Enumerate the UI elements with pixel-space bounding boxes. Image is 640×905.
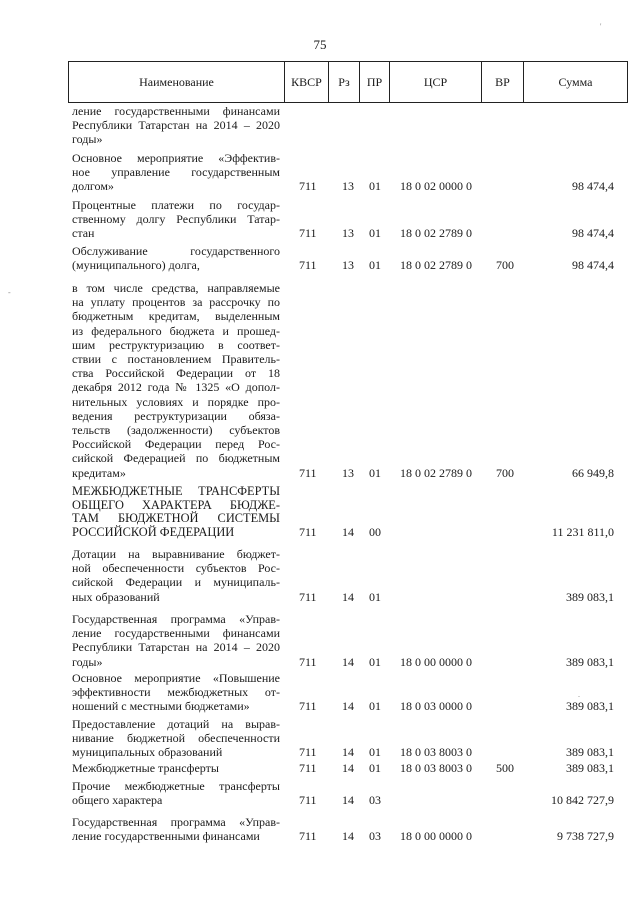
row-name-line: ной обеспеченности субъектов Рос- [72, 561, 280, 576]
row-name-line: Прочие межбюджетные трансферты [72, 779, 280, 793]
row-name-line: Республики Татарстан на 2014 – 2020 [72, 118, 280, 133]
row-name-line: тельств (задолженности) субъектов [72, 423, 280, 438]
row-name-line: в том числе средства, направляемые [72, 281, 280, 295]
row-csr: 18 0 02 2789 0 [400, 258, 472, 273]
row-kvsr: 711 [299, 829, 317, 844]
row-pr: 01 [369, 699, 381, 714]
row-sum: 389 083,1 [566, 654, 614, 669]
row-name [72, 815, 280, 843]
row-kvsr: 711 [299, 654, 317, 669]
row-pr: 01 [369, 589, 381, 604]
row-kvsr: 711 [299, 793, 317, 808]
row-vr: 700 [496, 465, 514, 480]
row-csr: 18 0 02 2789 0 [400, 465, 472, 480]
row-sum: 11 231 811,0 [551, 525, 614, 540]
row-name-line: ление государственными финансами [72, 829, 260, 844]
row-pr: 03 [369, 829, 381, 844]
row-name-line: ственному долгу Республики Татар- [72, 212, 280, 227]
row-name-line: Межбюджетные трансферты [72, 761, 219, 775]
header-vr: ВР [481, 62, 523, 102]
row-kvsr: 711 [299, 745, 317, 760]
row-name-line: годы» [72, 132, 103, 147]
row-name-line: Государственная программа «Управ- [72, 815, 280, 829]
row-kvsr: 711 [299, 258, 317, 273]
row-kvsr: 711 [299, 179, 317, 194]
row-rz: 14 [342, 829, 354, 844]
row-name-line: ление государственными финансами [72, 104, 280, 118]
header-pr: ПР [359, 62, 389, 102]
row-sum: 9 738 727,9 [557, 829, 614, 844]
row-name-line: РОССИЙСКОЙ ФЕДЕРАЦИИ [72, 524, 235, 539]
row-name-line: декабря 2012 года № 1325 «О допол- [72, 380, 280, 395]
row-name-line: ТАМ БЮДЖЕТНОЙ СИСТЕМЫ [72, 511, 280, 526]
row-name [72, 281, 280, 480]
row-sum: 10 842 727,9 [551, 793, 614, 808]
row-name-line: эффективности межбюджетных от- [72, 685, 280, 700]
row-rz: 14 [342, 699, 354, 714]
row-name-line: Обслуживание государственного [72, 244, 280, 258]
row-sum: 66 949,8 [572, 465, 614, 480]
row-name-line: Республики Татарстан на 2014 – 2020 [72, 640, 280, 655]
row-csr: 18 0 03 0000 0 [400, 699, 472, 714]
scan-speck: . [578, 690, 580, 699]
scan-speck: - [8, 288, 11, 297]
row-name-line: ношений с местными бюджетами» [72, 699, 250, 714]
row-sum: 389 083,1 [566, 699, 614, 714]
row-name-line: ведения реструктуризации обяза- [72, 408, 280, 423]
row-pr: 00 [369, 525, 381, 540]
row-vr: 700 [496, 258, 514, 273]
row-kvsr: 711 [299, 699, 317, 714]
row-name-line: ное управление государственным [72, 165, 280, 180]
row-name-line: бюджетным кредитам, выделенным [72, 309, 280, 324]
row-pr: 03 [369, 793, 381, 808]
row-name-line: Российской Федерации перед Рос- [72, 437, 280, 452]
row-csr: 18 0 02 0000 0 [400, 179, 472, 194]
row-name-line: муниципальных образований [72, 745, 223, 760]
row-name [72, 244, 280, 272]
row-sum: 389 083,1 [566, 761, 614, 775]
row-name-line: сийской Федерацией по бюджетным [72, 451, 280, 466]
row-csr: 18 0 03 8003 0 [400, 761, 472, 775]
row-csr: 18 0 00 0000 0 [400, 654, 472, 669]
row-pr: 01 [369, 465, 381, 480]
row-name-line: годы» [72, 654, 103, 669]
row-rz: 13 [342, 258, 354, 273]
scan-speck: ' [600, 22, 602, 31]
row-name-line: кредитам» [72, 465, 126, 480]
row-vr: 500 [496, 761, 514, 775]
row-name-line: нивание бюджетной обеспеченности [72, 731, 280, 746]
row-rz: 13 [342, 465, 354, 480]
row-name-line: из федерального бюджета и прошед- [72, 323, 280, 338]
row-name [72, 612, 280, 669]
row-name-line: Государственная программа «Управ- [72, 612, 280, 626]
row-pr: 01 [369, 258, 381, 273]
row-pr: 01 [369, 761, 381, 775]
row-name [72, 671, 280, 714]
row-name-line: Предоставление дотаций на вырав- [72, 717, 280, 731]
row-csr: 18 0 02 2789 0 [400, 226, 472, 241]
row-rz: 13 [342, 226, 354, 241]
row-rz: 14 [342, 525, 354, 540]
row-kvsr: 711 [299, 226, 317, 241]
row-name-line: Дотации на выравнивание бюджет- [72, 547, 280, 561]
row-sum: 98 474,4 [572, 226, 614, 241]
row-name-line: ствии с постановлением Правитель- [72, 352, 280, 367]
row-pr: 01 [369, 745, 381, 760]
row-sum: 389 083,1 [566, 745, 614, 760]
row-name-line: сийской Федерации и муниципаль- [72, 575, 280, 590]
row-name-line: ление государственными финансами [72, 626, 280, 641]
row-name [72, 717, 280, 760]
row-sum: 389 083,1 [566, 589, 614, 604]
table-header [68, 61, 628, 103]
row-rz: 13 [342, 179, 354, 194]
row-csr: 18 0 03 8003 0 [400, 745, 472, 760]
row-kvsr: 711 [299, 465, 317, 480]
header-kvsr: КВСР [284, 62, 328, 102]
row-name-line: ных образований [72, 589, 160, 604]
row-name [72, 779, 280, 807]
row-name-line: МЕЖБЮДЖЕТНЫЕ ТРАНСФЕРТЫ [72, 484, 280, 498]
row-sum: 98 474,4 [572, 179, 614, 194]
row-name-line: ства Российской Федерации от 18 [72, 366, 280, 381]
row-name-line: стан [72, 226, 95, 241]
row-name [72, 198, 280, 241]
row-kvsr: 711 [299, 589, 317, 604]
row-pr: 01 [369, 179, 381, 194]
row-name [72, 547, 280, 604]
row-name-line: шим реструктуризацию в соответ- [72, 337, 280, 352]
row-name-line: Основное мероприятие «Повышение [72, 671, 280, 685]
row-name-line: общего характера [72, 793, 163, 808]
row-kvsr: 711 [299, 525, 317, 540]
row-name [72, 104, 280, 147]
row-rz: 14 [342, 793, 354, 808]
header-sum: Сумма [523, 62, 627, 102]
header-name: Наименование [139, 74, 214, 89]
row-rz: 14 [342, 745, 354, 760]
row-name-line: Процентные платежи по государ- [72, 198, 280, 212]
row-name-line: долгом» [72, 179, 114, 194]
row-csr: 18 0 00 0000 0 [400, 829, 472, 844]
row-rz: 14 [342, 761, 354, 775]
row-rz: 14 [342, 654, 354, 669]
row-pr: 01 [369, 654, 381, 669]
row-pr: 01 [369, 226, 381, 241]
row-name-line: ОБЩЕГО ХАРАКТЕРА БЮДЖЕ- [72, 497, 280, 512]
row-kvsr: 711 [299, 761, 317, 775]
header-rz: Рз [328, 62, 359, 102]
row-name [72, 485, 280, 539]
row-name [72, 761, 280, 775]
row-name-line: на уплату процентов за рассрочку по [72, 295, 280, 310]
row-sum: 98 474,4 [572, 258, 614, 273]
page-number: 75 [313, 37, 327, 52]
row-rz: 14 [342, 589, 354, 604]
row-name-line: (муниципального) долга, [72, 258, 200, 273]
row-name-line: Основное мероприятие «Эффектив- [72, 151, 280, 165]
row-name [72, 151, 280, 194]
row-name-line: нительных условиях и порядке про- [72, 394, 280, 409]
header-csr: ЦСР [389, 62, 481, 102]
